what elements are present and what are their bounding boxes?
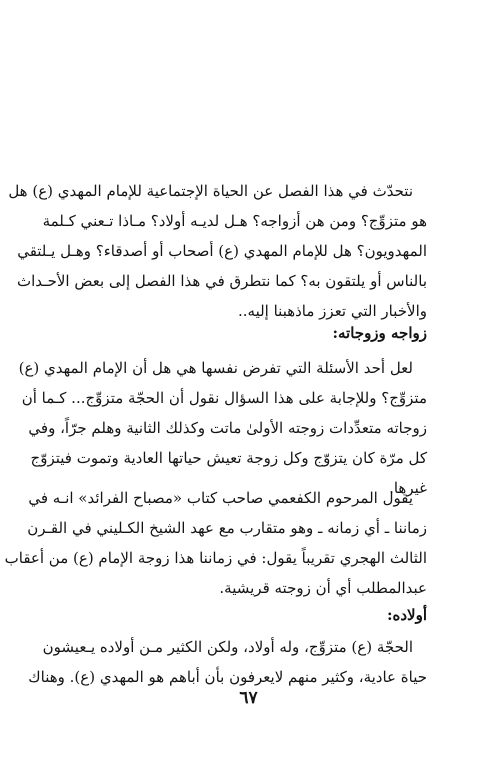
text-line: يقول المرحوم الكفعمي صاحب كتاب «مصباح الفرائد» انـه في bbox=[28, 489, 413, 507]
paragraph-intro bbox=[8, 176, 427, 326]
text-line: حياة عادية، وكثير منهم لايعرفون بأن أباهم هو المهدي (ع). وهناك bbox=[28, 668, 427, 686]
paragraph-wives-1 bbox=[18, 353, 427, 503]
text-line: بالناس أو يلتقون به؟ كما نتطرق في هذا الفصل إلى بعض الأحـداث bbox=[17, 272, 427, 290]
page-number: ٦٧ bbox=[239, 688, 258, 708]
text-line: متزوِّج؟ وللإجابة على هذا السؤال نقول أن الحجّة متزوِّج... كـما أن bbox=[21, 389, 427, 407]
text-line: كل مرّة كان يتزوّج وكل زوجة تعيش حياتها العادية وتموت فيتزوّج bbox=[30, 449, 427, 467]
text-line: هو متزوِّج؟ ومن هن أزواجه؟ هـل لديـه أولاد؟ مـاذا تـعني كـلمة bbox=[42, 212, 427, 230]
text-line: غيرها. bbox=[389, 479, 427, 497]
section-heading-wives: زواجه وزوجاته: bbox=[332, 324, 427, 342]
text-line: والأخبار التي تعزز ماذهبنا إليه.. bbox=[237, 302, 427, 320]
section-heading-children: أولاده: bbox=[386, 606, 427, 624]
text-line: عبدالمطلب أي أن زوجته قريشية. bbox=[219, 579, 427, 597]
paragraph-wives-2 bbox=[4, 483, 427, 603]
paragraph-children bbox=[28, 632, 427, 692]
text-line: زوجاته متعدِّدات زوجته الأولىٰ ماتت وكذلك الثانية وهلم جرّاً، وفي bbox=[28, 419, 427, 437]
text-line: لعل أحد الأسئلة التي تفرض نفسها هي هل أن الإمام المهدي (ع) bbox=[18, 359, 413, 377]
text-line: الحجّة (ع) متزوِّج، وله أولاد، ولكن الكثير مـن أولاده يـعيشون bbox=[42, 638, 413, 656]
text-line: زماننا ـ أي زمانه ـ وهو متقارب مع عهد الشيخ الكـليني في القـرن bbox=[27, 519, 427, 537]
text-line: الثالث الهجري تقريباً يقول: في زماننا هذا زوجة الإمام (ع) من أعقاب bbox=[4, 549, 427, 567]
text-line: المهدويون؟ هل للإمام المهدي (ع) أصحاب أو أصدقاء؟ وهـل يـلتقي bbox=[17, 242, 427, 260]
text-line: نتحدّث في هذا الفصل عن الحياة الإجتماعية للإمام المهدي (ع) هل bbox=[8, 182, 413, 200]
